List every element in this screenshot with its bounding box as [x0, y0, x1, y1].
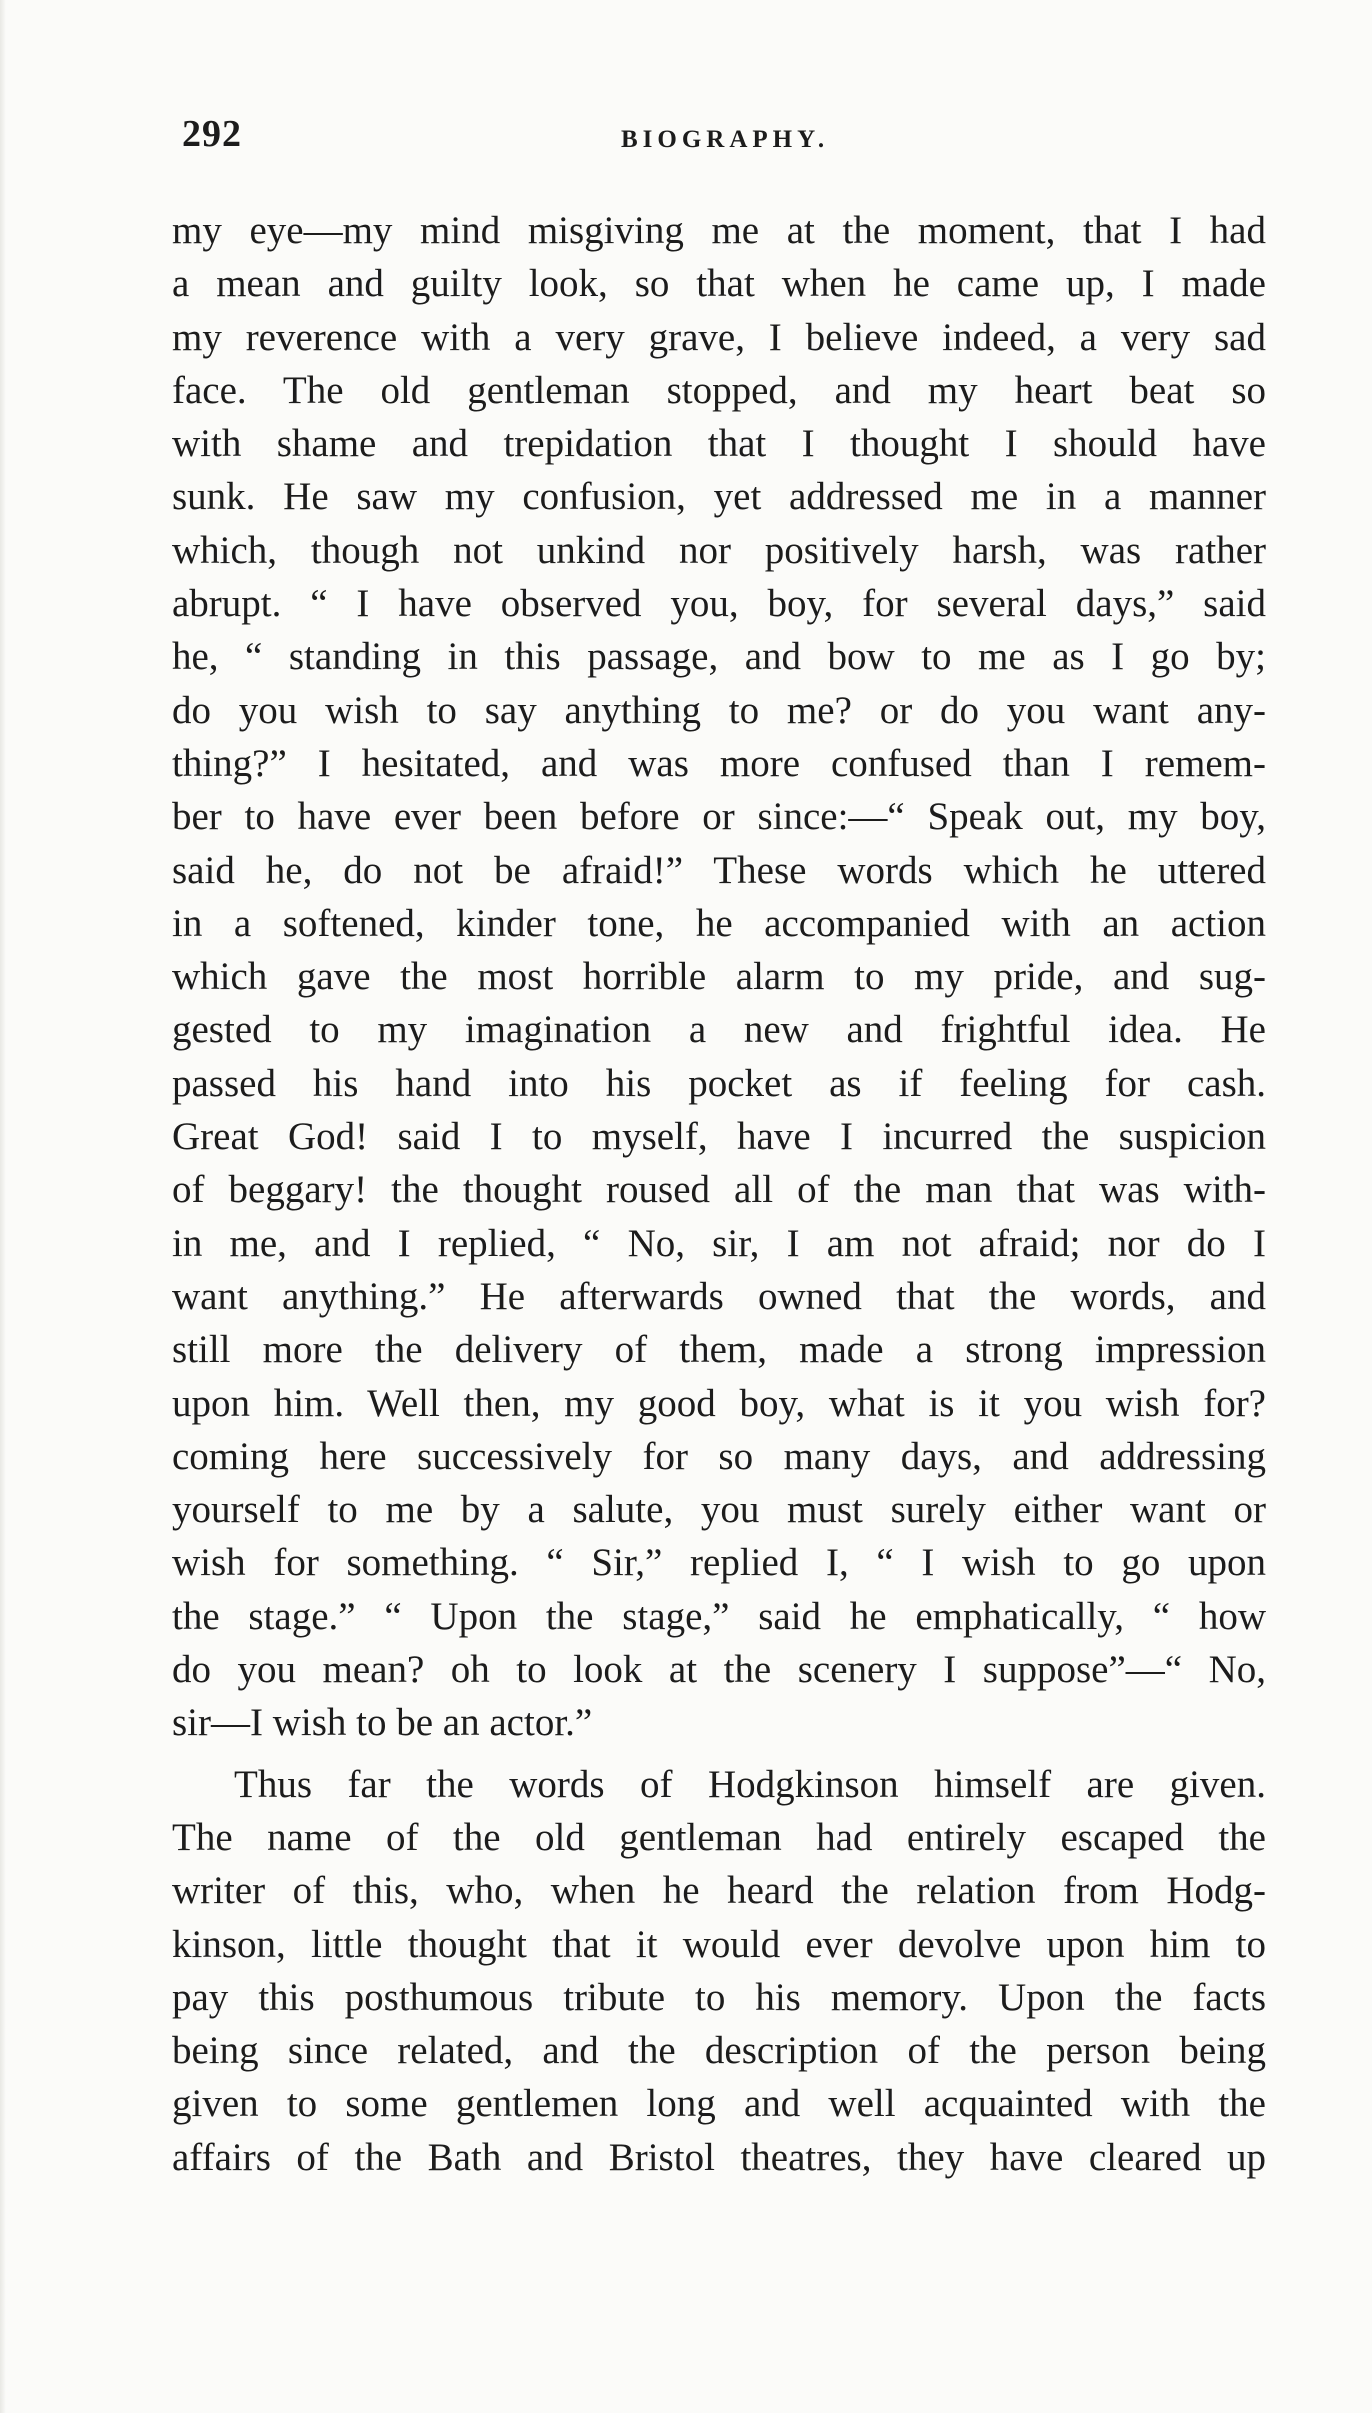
- text-line: Great God! said I to myself, have I incurred the suspicion: [172, 1115, 1266, 1159]
- text-line: still more the delivery of them, made a strong impression: [172, 1328, 1266, 1372]
- text-line: he, “ standing in this passage, and bow to me as I go by;: [172, 635, 1266, 679]
- text-line: abrupt. “ I have observed you, boy, for several days,” said: [172, 582, 1266, 626]
- page-number: 292: [182, 113, 242, 155]
- text-line: ber to have ever been before or since:—“ Speak out, my boy,: [172, 795, 1266, 839]
- text-line: pay this posthumous tribute to his memory. Upon the facts: [172, 1975, 1266, 2019]
- running-head: BIOGRAPHY.: [621, 126, 830, 153]
- text-line: sunk. He saw my confusion, yet addressed me in a manner: [172, 475, 1266, 519]
- text-line: Thus far the words of Hodgkinson himself are given.: [234, 1762, 1266, 1806]
- text-line: said he, do not be afraid!” These words which he uttered: [172, 848, 1266, 892]
- text-line: which, though not unkind nor positively harsh, was rather: [172, 528, 1266, 572]
- text-line: a mean and guilty look, so that when he came up, I made: [172, 262, 1266, 306]
- text-line: my eye—my mind misgiving me at the moment, that I had: [172, 209, 1266, 252]
- text-line: do you wish to say anything to me? or do you want any-: [172, 688, 1266, 732]
- text-line: kinson, little thought that it would ever devolve upon him to: [172, 1922, 1266, 1966]
- text-line: yourself to me by a salute, you must surely either want or: [172, 1488, 1266, 1532]
- text-line: in me, and I replied, “ No, sir, I am not afraid; nor do I: [172, 1221, 1266, 1265]
- text-line: which gave the most horrible alarm to my pride, and sug-: [172, 955, 1266, 999]
- text-line: passed his hand into his pocket as if feeling for cash.: [172, 1061, 1266, 1105]
- text-line: in a softened, kinder tone, he accompanied with an action: [172, 901, 1266, 945]
- text-line: writer of this, who, when he heard the relation from Hodg-: [172, 1869, 1266, 1913]
- body-text: [172, 204, 1266, 2184]
- text-line: thing?” I hesitated, and was more confused than I remem-: [172, 741, 1266, 785]
- text-line: upon him. Well then, my good boy, what is it you wish for?: [172, 1381, 1266, 1425]
- text-line: sir—I wish to be an actor.”: [172, 1701, 593, 1745]
- text-line: face. The old gentleman stopped, and my heart beat so: [172, 368, 1266, 412]
- page-edge-shadow: [0, 0, 6, 2413]
- page-header: [176, 112, 1266, 172]
- text-line: coming here successively for so many days, and addressing: [172, 1434, 1266, 1478]
- text-line: the stage.” “ Upon the stage,” said he emphatically, “ how: [172, 1594, 1266, 1638]
- text-line: of beggary! the thought roused all of the man that was with-: [172, 1168, 1266, 1212]
- text-line: being since related, and the description of the person being: [172, 2029, 1266, 2073]
- paragraph-1: [172, 204, 1266, 1750]
- text-line: want anything.” He afterwards owned that the words, and: [172, 1274, 1266, 1318]
- text-line: given to some gentlemen long and well acquainted with the: [172, 2082, 1266, 2126]
- paragraph-2: [172, 1758, 1266, 2184]
- text-line: gested to my imagination a new and frightful idea. He: [172, 1008, 1266, 1052]
- text-line: The name of the old gentleman had entirely escaped the: [172, 1815, 1266, 1859]
- text-line: my reverence with a very grave, I believe indeed, a very sad: [172, 315, 1266, 359]
- text-line: affairs of the Bath and Bristol theatres, they have cleared up: [172, 2135, 1266, 2179]
- text-line: do you mean? oh to look at the scenery I suppose”—“ No,: [172, 1648, 1266, 1692]
- text-line: with shame and trepidation that I thought I should have: [172, 422, 1266, 466]
- text-line: wish for something. “ Sir,” replied I, “ I wish to go upon: [172, 1541, 1266, 1585]
